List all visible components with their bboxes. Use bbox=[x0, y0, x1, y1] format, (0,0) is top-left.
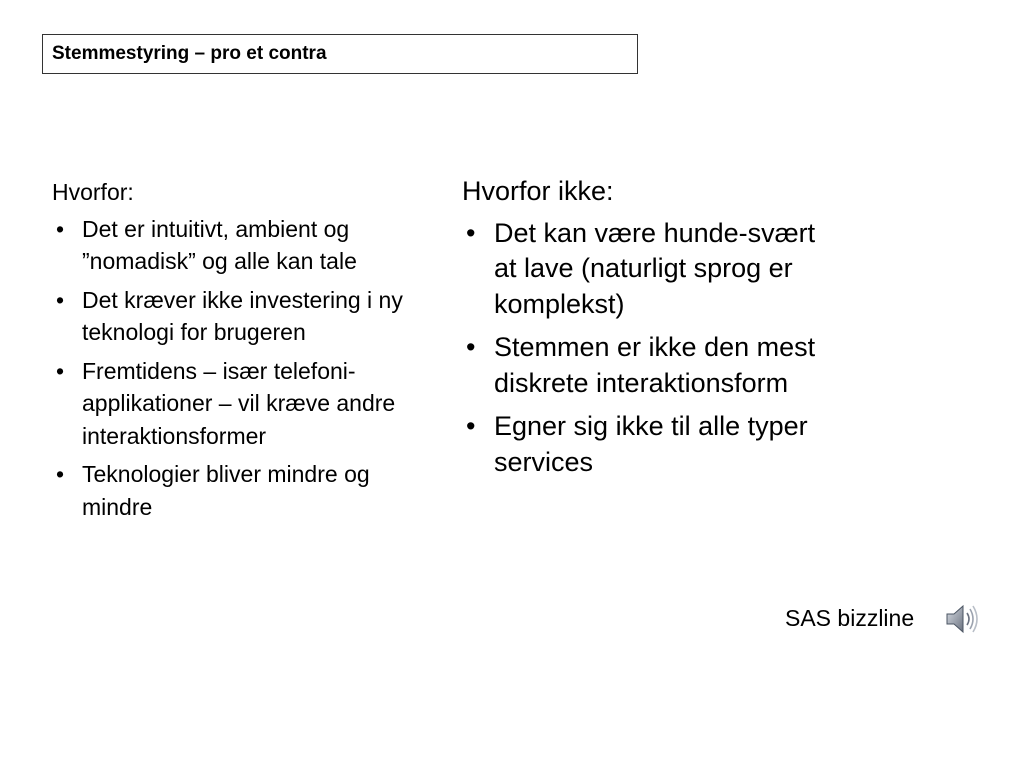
list-item-text: Teknologier bliver mindre og mindre bbox=[82, 461, 370, 520]
list-item bbox=[52, 213, 432, 278]
bullet-icon: • bbox=[466, 217, 476, 248]
cons-list bbox=[462, 216, 842, 481]
list-item-text: Fremtidens – især telefoni-applikationer – vil kræve andre interaktionsformer bbox=[82, 357, 396, 449]
sound-clip-label: SAS bizzline bbox=[785, 605, 915, 631]
bullet-icon: • bbox=[56, 286, 65, 313]
list-item bbox=[52, 284, 432, 349]
bullet-icon: • bbox=[466, 411, 476, 441]
list-item-text: Egner sig ikke til alle typer services bbox=[494, 411, 808, 477]
bullet-icon: • bbox=[466, 332, 476, 362]
bullet-icon: • bbox=[56, 215, 65, 242]
slide-title: Stemmestyring – pro et contra bbox=[42, 34, 638, 74]
list-item bbox=[462, 409, 842, 480]
list-item bbox=[462, 216, 842, 323]
list-item-text: Det er intuitivt, ambient og ”nomadisk” og alle kan tale bbox=[82, 215, 357, 274]
list-item bbox=[462, 330, 842, 401]
cons-column bbox=[462, 174, 842, 488]
speaker-icon[interactable] bbox=[944, 602, 982, 636]
list-item-text: Det kræver ikke investering i ny teknologi for brugeren bbox=[82, 286, 403, 345]
bullet-icon: • bbox=[56, 357, 65, 384]
list-item bbox=[52, 458, 432, 523]
list-item-text: Det kan være hunde-svært at lave (naturligt sprog er komplekst) bbox=[494, 217, 816, 319]
bullet-icon: • bbox=[56, 461, 65, 487]
pros-list bbox=[52, 213, 432, 524]
pros-heading: Hvorfor: bbox=[52, 179, 134, 205]
list-item-text: Stemmen er ikke den mest diskrete interaktionsform bbox=[494, 332, 816, 398]
cons-heading: Hvorfor ikke: bbox=[462, 176, 614, 206]
pros-column bbox=[52, 176, 432, 529]
list-item bbox=[52, 355, 432, 453]
